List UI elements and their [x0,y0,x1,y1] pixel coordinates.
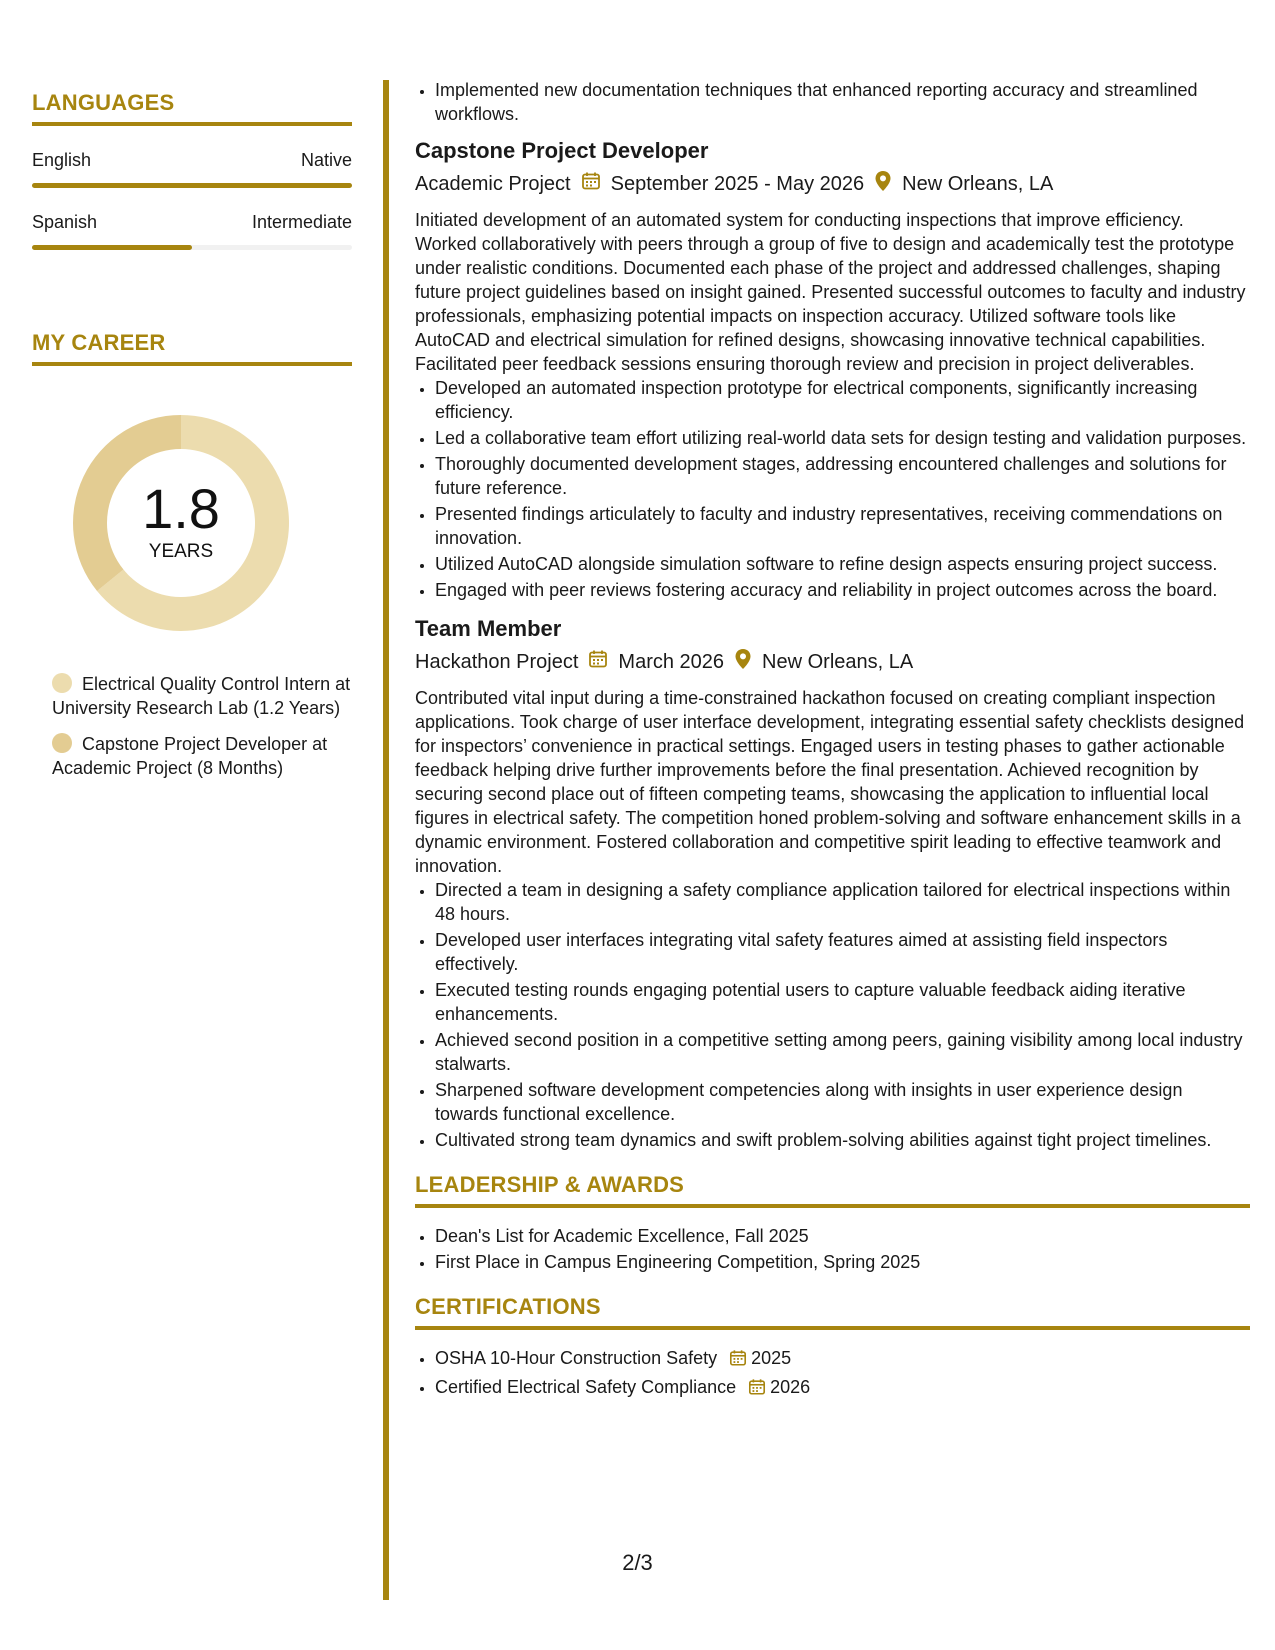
bullet-item: • Cultivated strong team dynamics and swift problem-solving abilities against tight project timelines. [435,1128,1250,1152]
job-meta [415,170,1250,198]
language-name: English [32,150,92,170]
legend-dot-icon [52,673,72,693]
legend-item [52,672,352,720]
job-bullets [415,878,1250,1152]
job-org: Hackathon Project [415,650,579,673]
experience-entry [415,138,1250,602]
certifications-title: CERTIFICATIONS [415,1294,1250,1330]
bullet-item: • Led a collaborative team effort utilizing real-world data sets for design testing and validation purposes. [435,426,1250,450]
career-donut-chart [66,408,296,638]
language-level: Native [300,150,352,170]
career-legend [32,672,352,780]
bullet-item: • Utilized AutoCAD alongside simulation software to refine design aspects ensuring project success. [435,552,1250,576]
job-meta [415,648,1250,676]
certification-year: 2025 [751,1348,792,1368]
job-title: Capstone Project Developer [415,138,709,163]
right-column [415,78,1250,1404]
calendar-icon [588,649,608,675]
job-dates: September 2025 - May 2026 [610,172,865,195]
language-name: Spanish [32,212,98,232]
location-pin-icon [734,648,752,676]
language-item [32,150,352,188]
certification-name: OSHA 10-Hour Construction Safety [435,1348,718,1368]
certification-item [435,1346,1250,1373]
job-description: Initiated development of an automated system for conducting inspections that improve efficiency. Worked collaboratively with peers through a group of five to design and academically test the prototype under realistic conditions. Documented each phase of the project and addressed challenges, shaping future project guidelines based on insight gained. Presented successful outcomes to faculty and industry professionals, emphasizing potential impacts on inspection accuracy. Utilized software tools like AutoCAD and electrical simulation for refined designs, showcasing innovative technical capabilities. Facilitated peer feedback sessions ensuring thorough review and precision in project deliverables. [415,210,1246,374]
calendar-icon [729,1349,747,1373]
certification-year: 2026 [770,1377,811,1397]
leadership-title: LEADERSHIP & AWARDS [415,1172,1250,1208]
legend-item [52,732,352,780]
bullet-item: • Developed an automated inspection prototype for electrical components, significantly increasing efficiency. [435,376,1250,424]
language-proficiency-bar [32,245,352,250]
certification-item [435,1375,1250,1402]
award-item: • Dean's List for Academic Excellence, Fall 2025 [435,1224,1250,1248]
bullet-item: • Achieved second position in a competitive setting among peers, gaining visibility among local industry stalwarts. [435,1028,1250,1076]
calendar-icon [748,1378,766,1402]
bullet-item: • Implemented new documentation techniques that enhanced reporting accuracy and streamlined workflows. [435,78,1250,126]
job-location: New Orleans, LA [902,172,1054,195]
bullet-item: • Thoroughly documented development stages, addressing encountered challenges and solutions for future reference. [435,452,1250,500]
calendar-icon [581,171,601,197]
job-bullets [415,376,1250,602]
legend-label: Capstone Project Developer at Academic Project (8 Months) [52,734,328,778]
experience-entry [415,616,1250,1152]
language-item [32,212,352,250]
languages-title: LANGUAGES [32,90,352,126]
award-item: • First Place in Campus Engineering Competition, Spring 2025 [435,1250,1250,1274]
language-proficiency-fill [32,183,352,188]
career-total-unit: YEARS [148,541,214,562]
job-org: Academic Project [415,172,571,195]
location-pin-icon [874,170,892,198]
legend-dot-icon [52,733,72,753]
language-level: Intermediate [251,212,352,232]
bullet-item: • Developed user interfaces integrating vital safety features aimed at assisting field inspectors effectively. [435,928,1250,976]
bullet-item: • Directed a team in designing a safety compliance application tailored for electrical inspections within 48 hours. [435,878,1250,926]
left-column [32,90,352,792]
language-proficiency-bar [32,183,352,188]
certification-name: Certified Electrical Safety Compliance [435,1377,737,1397]
language-proficiency-fill [32,245,192,250]
career-title: MY CAREER [32,330,352,366]
job-title: Team Member [415,616,562,641]
bullet-item: • Sharpened software development competencies along with insights in user experience design towards functional excellence. [435,1078,1250,1126]
bullet-item: • Presented findings articulately to faculty and industry representatives, receiving commendations on innovation. [435,502,1250,550]
page-number: 2/3 [622,1550,653,1575]
column-divider [383,80,389,1600]
leadership-list [415,1224,1250,1274]
bullet-item: • Executed testing rounds engaging potential users to capture valuable feedback aiding iterative enhancements. [435,978,1250,1026]
career-total-value: 1.8 [142,477,220,540]
carryover-bullets [415,78,1250,126]
certifications-list [415,1346,1250,1402]
job-location: New Orleans, LA [762,650,914,673]
legend-label: Electrical Quality Control Intern at University Research Lab (1.2 Years) [52,674,351,718]
bullet-item: • Engaged with peer reviews fostering accuracy and reliability in project outcomes across the board. [435,578,1250,602]
job-dates: March 2026 [618,650,725,673]
job-description: Contributed vital input during a time-constrained hackathon focused on creating compliant inspection applications. Took charge of user interface development, integrating essential safety checklists designed for inspectors’ convenience in practical settings. Engaged users in testing phases to gather actionable feedback helping drive further improvements before the final presentation. Achieved recognition by securing second place out of fifteen competing teams, showcasing the application to influential local figures in electrical safety. The competition honed problem-solving and software enhancement skills in a dynamic environment. Fostered collaboration and competitive spirit leading to effective teamwork and innovation. [415,688,1245,876]
